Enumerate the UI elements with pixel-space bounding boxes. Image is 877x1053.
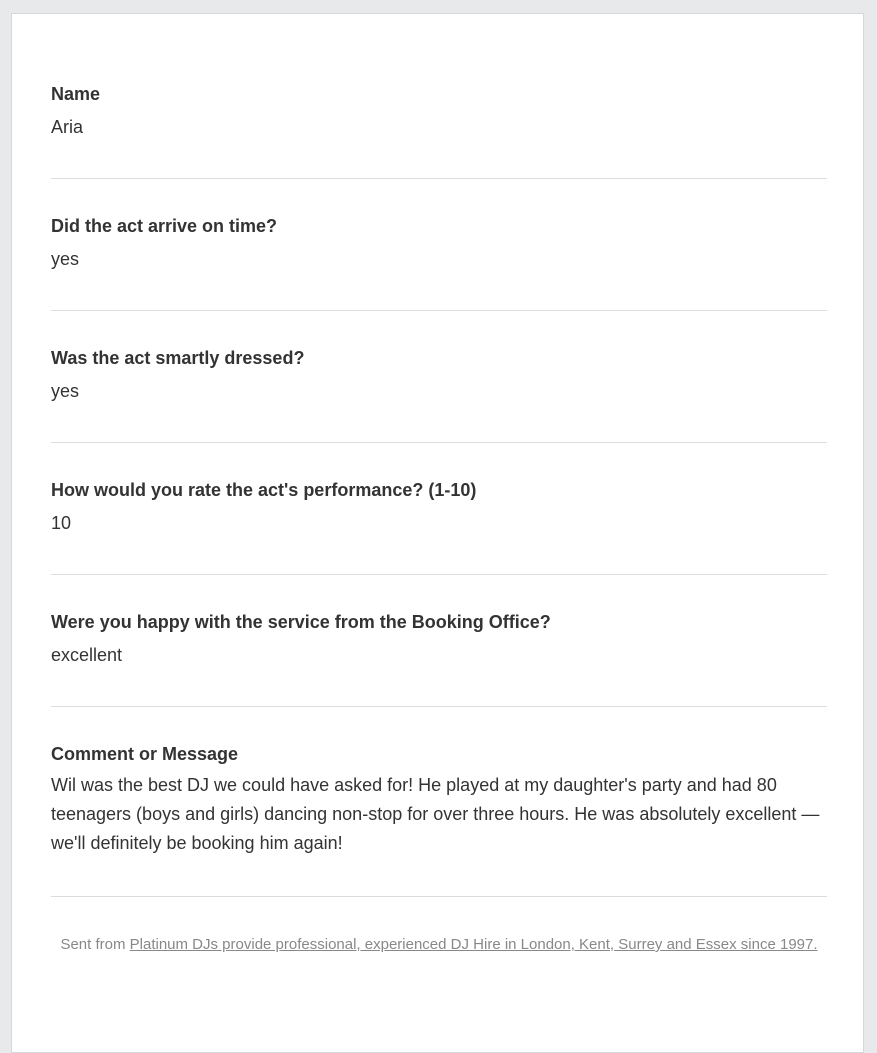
field-value: 10 (51, 513, 72, 533)
field-value: yes (51, 249, 80, 269)
field-value: Aria (51, 117, 84, 137)
email-card (11, 13, 864, 1053)
field-comment (51, 707, 827, 897)
field-value: yes (51, 381, 80, 401)
field-label: Name (51, 84, 101, 104)
field-label: Were you happy with the service from the Booking Office? (51, 612, 551, 632)
field-smartly-dressed (51, 311, 827, 443)
comment-text: Wil was the best DJ we could have asked for! He played at my daughter's party and had 80 teenagers (boys and girls) dancing non-stop for over three hours. He was absolutely excellent — we'll definitely be booking him again! (51, 775, 820, 853)
field-label: How would you rate the act's performance? (1-10) (51, 480, 477, 500)
footer-prefix: Sent from (60, 936, 130, 953)
footer (51, 897, 827, 959)
form-submission (51, 14, 827, 959)
field-label: Comment or Message (51, 744, 239, 764)
field-label: Was the act smartly dressed? (51, 348, 305, 368)
field-name (51, 14, 827, 179)
field-value: excellent (51, 645, 123, 665)
field-booking-office-service (51, 575, 827, 707)
field-label: Did the act arrive on time? (51, 216, 278, 236)
footer-link[interactable]: Platinum DJs provide professional, experienced DJ Hire in London, Kent, Surrey and Essex since 1997. (129, 936, 818, 953)
field-arrived-on-time (51, 179, 827, 311)
field-performance-rating (51, 443, 827, 575)
